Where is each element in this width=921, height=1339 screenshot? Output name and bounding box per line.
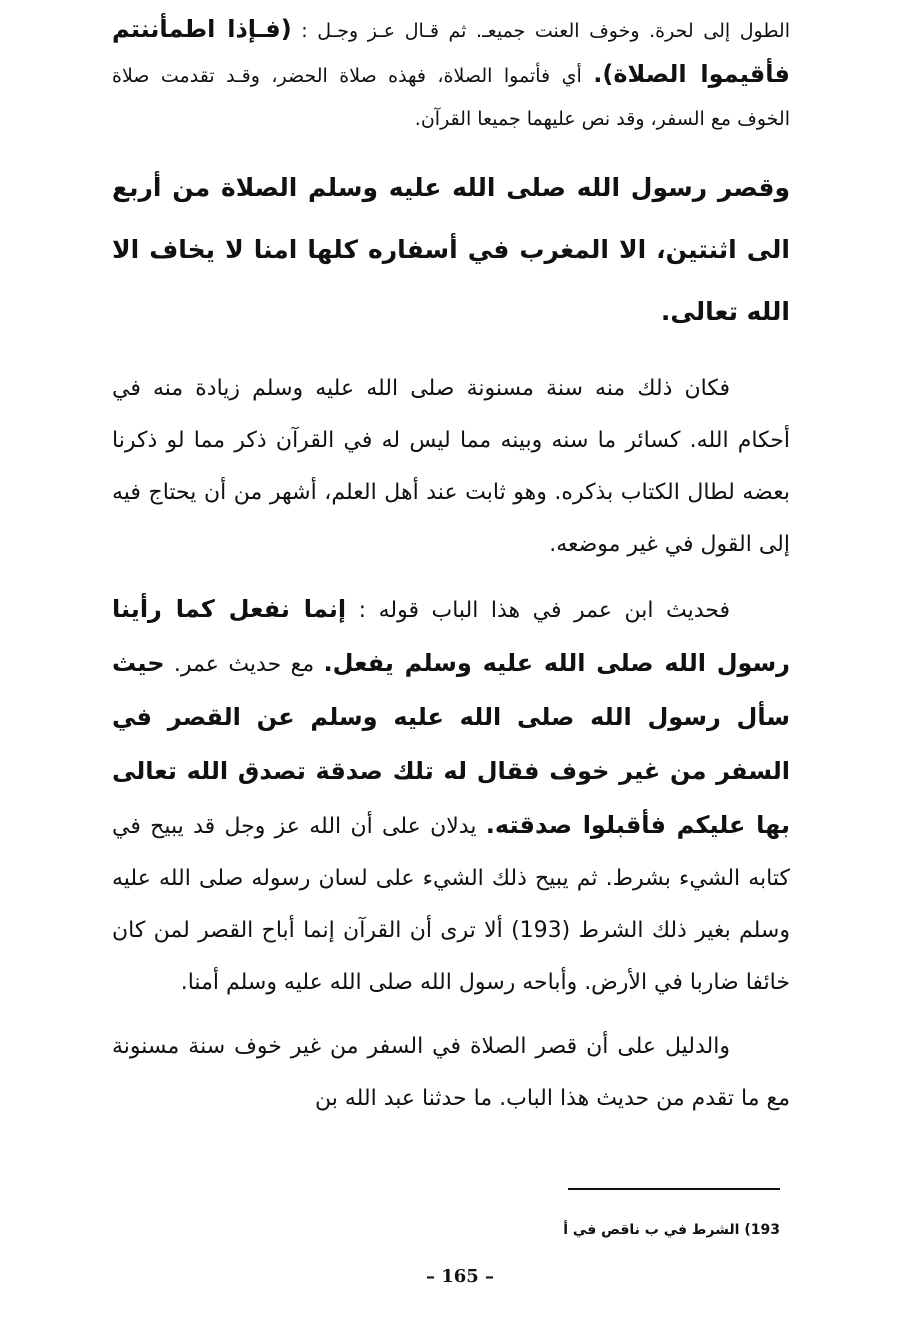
page-number: – 165 – (425, 1266, 495, 1287)
footnote: 193) الشرط في ب ناقص في أ (563, 1222, 780, 1238)
paragraph-5: والدليل على أن قصر الصلاة في السفر من غير خوف سنة مسنونة مع ما تقدم من حديث هذا الباب. ما حدثنا عبد الله بن (112, 1034, 790, 1111)
paragraph-3: فكان ذلك منه سنة مسنونة صلى الله عليه وسلم زيادة منه في أحكام الله. كسائر ما سنه وبينه مما ليس له في القرآن ذكر مما لو ذكرنا بعضه لطال الكتاب بذكره. وهو ثابت عند أهل العلم، أشهر من أن يحتاج فيه إلى القول في غير موضعه. (112, 376, 790, 557)
paragraph-4-text-a: فحديث ابن عمر في هذا الباب قوله : (346, 598, 730, 623)
paragraph-4-text-c: يدلان على أن الله عز وجل قد يبيح في كتابه الشيء بشرط. ثم يبيح ذلك الشيء على لسان رسوله صلى الله عليه وسلم بغير ذلك الشرط (193) ألا ترى أن القرآن إنما أباح القصر لمن كان خائفا ضاربا في الأرض. وأباحه رسول الله صلى الله عليه وسلم أمنا. (112, 814, 790, 995)
paragraph-4 (112, 583, 790, 1009)
paragraph-4-text-b: مع حديث عمر. (164, 652, 324, 677)
paragraph-1 (112, 8, 790, 141)
paragraph-2-bold: وقصر رسول الله صلى الله عليه وسلم الصلاة من أربع الى اثنتين، الا المغرب في أسفاره كلها امنا لا يخاف الا الله تعالى. (112, 173, 790, 326)
hadith-quote-1: إنما نفعل كما رأينا رسول الله صلى الله عليه وسلم يفعل. (112, 595, 791, 677)
paragraph-1-text-b: أي فأتموا الصلاة، فهذه صلاة الحضر، وقـد تقدمت صلاة الخوف مع السفر، وقد نص عليهما جميعا القرآن. (112, 65, 790, 130)
footnote-divider (568, 1188, 780, 1190)
quran-verse: (فـإذا اطمأننتم فأقيموا الصلاة). (112, 15, 790, 88)
page-body (112, 8, 790, 1125)
hadith-quote-2: حيث سأل رسول الله صلى الله عليه وسلم عن القصر في السفر من غير خوف فقال له تلك صدقة تصدق الله تعالى بها عليكم فأقبلوا صدقته. (112, 649, 790, 839)
paragraph-1-text-a: الطول إلى لحرة. وخوف العنت جميعـ. ثم قـال عـز وجـل : (291, 20, 790, 42)
